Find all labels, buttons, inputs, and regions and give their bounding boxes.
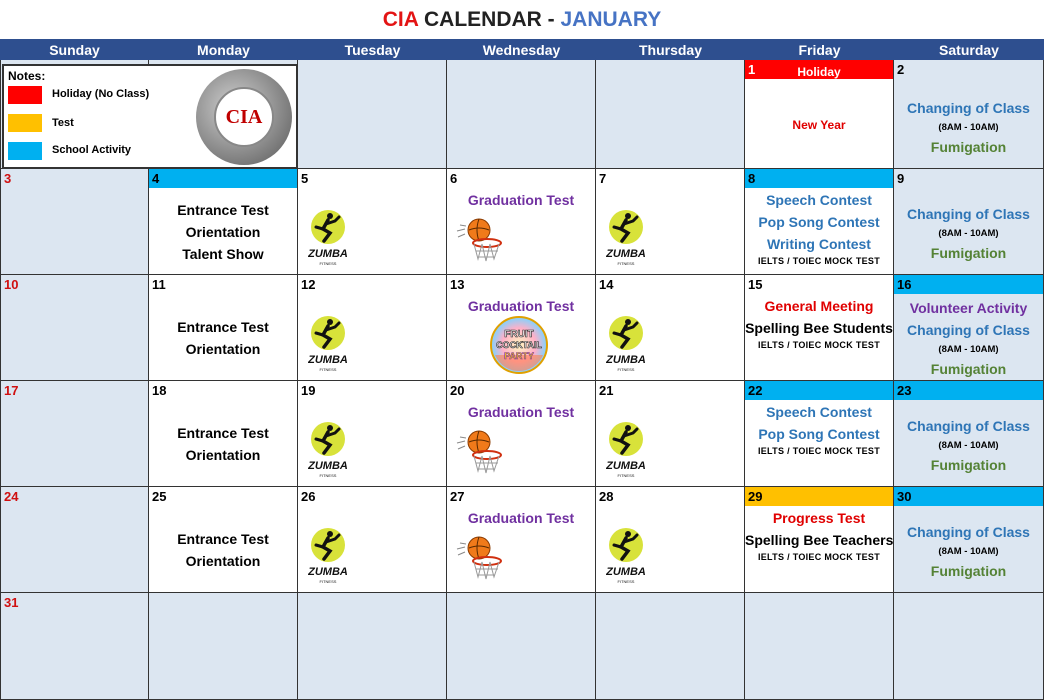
fruit-cocktail-party-icon (489, 315, 549, 380)
legend-activity: School Activity (52, 144, 132, 156)
day-number: 3 (4, 171, 12, 186)
svg-text:COCKTAIL: COCKTAIL (496, 340, 542, 350)
activity-band (894, 487, 1043, 506)
day-cell-31[interactable] (0, 593, 149, 700)
event-time: (8AM - 10AM) (938, 546, 999, 557)
header-saturday: Saturday (894, 39, 1044, 60)
day-cell-24[interactable] (0, 487, 149, 593)
event-time: (8AM - 10AM) (938, 228, 999, 239)
header-tuesday: Tuesday (298, 39, 447, 60)
event-fumigation: Fumigation (930, 139, 1007, 155)
legend-box (2, 64, 298, 169)
day-cell-17[interactable] (0, 381, 149, 487)
event-general-meeting: General Meeting (764, 298, 874, 314)
day-cell-22[interactable] (745, 381, 894, 487)
legend-title: Notes: (8, 69, 46, 83)
event-new-year: New Year (792, 118, 846, 132)
event-spelling-bee-teachers: Spelling Bee Teachers (745, 532, 894, 548)
holiday-label: Holiday (797, 65, 841, 79)
event-volunteer-activity: Volunteer Activity (909, 300, 1028, 316)
title-month: JANUARY (560, 8, 662, 31)
logo-text: CIA (214, 87, 274, 147)
svg-text:ZUMBA: ZUMBA (606, 354, 646, 366)
day-cell-27[interactable] (447, 487, 596, 593)
event-entrance-test: Entrance Test (177, 531, 269, 547)
day-number: 7 (599, 171, 607, 186)
activity-band (745, 381, 893, 400)
activity-band (894, 381, 1043, 400)
day-number: 5 (301, 171, 309, 186)
event-orientation: Orientation (185, 447, 261, 463)
day-number: 22 (748, 383, 763, 398)
event-mock-test: IELTS / TOIEC MOCK TEST (757, 256, 881, 266)
day-number: 31 (4, 595, 19, 610)
day-number: 25 (152, 489, 167, 504)
day-cell-25[interactable] (149, 487, 298, 593)
svg-text:FITNESS: FITNESS (617, 579, 635, 584)
empty-cell (149, 593, 298, 700)
day-number: 18 (152, 383, 167, 398)
event-time: (8AM - 10AM) (938, 122, 999, 133)
svg-text:ZUMBA: ZUMBA (308, 248, 348, 260)
day-cell-4[interactable] (149, 169, 298, 275)
event-changing-class: Changing of Class (907, 418, 1030, 434)
day-number: 30 (897, 489, 912, 504)
zumba-icon (308, 207, 348, 274)
event-mock-test: IELTS / TOIEC MOCK TEST (757, 446, 881, 456)
day-cell-1[interactable] (745, 60, 894, 169)
event-progress-test: Progress Test (772, 510, 866, 526)
event-entrance-test: Entrance Test (177, 425, 269, 441)
empty-cell (745, 593, 894, 700)
legend-swatch-test (8, 114, 42, 132)
day-cell-19[interactable] (298, 381, 447, 487)
day-number: 26 (301, 489, 316, 504)
day-number: 8 (748, 171, 756, 186)
event-graduation-test: Graduation Test (467, 510, 575, 526)
zumba-icon (606, 207, 646, 274)
svg-text:FITNESS: FITNESS (617, 261, 635, 266)
event-time: (8AM - 10AM) (938, 440, 999, 451)
title-cia: CIA (382, 8, 419, 31)
day-cell-30[interactable] (894, 487, 1044, 593)
svg-text:FITNESS: FITNESS (617, 473, 635, 478)
activity-band (894, 275, 1043, 294)
event-changing-class: Changing of Class (907, 100, 1030, 116)
day-number: 21 (599, 383, 614, 398)
zumba-icon (308, 419, 348, 486)
day-cell-12[interactable] (298, 275, 447, 381)
event-talent-show: Talent Show (182, 246, 264, 262)
event-pop-song: Pop Song Contest (758, 426, 880, 442)
basketball-icon (455, 429, 505, 482)
day-number: 2 (897, 62, 905, 77)
day-number: 29 (748, 489, 763, 504)
day-cell-18[interactable] (149, 381, 298, 487)
day-number: 13 (450, 277, 465, 292)
header-wednesday: Wednesday (447, 39, 596, 60)
event-pop-song: Pop Song Contest (758, 214, 880, 230)
day-cell-23[interactable] (894, 381, 1044, 487)
header-friday: Friday (745, 39, 894, 60)
test-band (745, 487, 893, 506)
event-orientation: Orientation (185, 341, 261, 357)
svg-text:ZUMBA: ZUMBA (308, 566, 348, 578)
event-speech-contest: Speech Contest (766, 404, 872, 420)
day-cell-11[interactable] (149, 275, 298, 381)
empty-cell (596, 60, 745, 169)
day-number: 23 (897, 383, 912, 398)
day-cell-14[interactable] (596, 275, 745, 381)
day-number: 24 (4, 489, 19, 504)
event-mock-test: IELTS / TOIEC MOCK TEST (757, 340, 881, 350)
empty-cell (298, 60, 447, 169)
empty-cell (596, 593, 745, 700)
day-number: 19 (301, 383, 316, 398)
event-spelling-bee-students: Spelling Bee Students (745, 320, 893, 336)
day-cell-8[interactable] (745, 169, 894, 275)
svg-text:ZUMBA: ZUMBA (606, 566, 646, 578)
day-cell-15[interactable] (745, 275, 894, 381)
day-number: 28 (599, 489, 614, 504)
svg-text:FITNESS: FITNESS (319, 473, 337, 478)
event-entrance-test: Entrance Test (177, 202, 269, 218)
event-changing-class: Changing of Class (907, 322, 1030, 338)
day-number: 15 (748, 277, 763, 292)
event-speech-contest: Speech Contest (766, 192, 872, 208)
svg-text:PARTY: PARTY (504, 351, 534, 361)
event-changing-class: Changing of Class (907, 206, 1030, 222)
header-sunday: Sunday (0, 39, 149, 60)
activity-band (149, 169, 297, 188)
event-fumigation: Fumigation (930, 563, 1007, 579)
svg-text:ZUMBA: ZUMBA (606, 248, 646, 260)
zumba-icon (308, 313, 348, 380)
event-changing-class: Changing of Class (907, 524, 1030, 540)
day-number: 9 (897, 171, 905, 186)
event-orientation: Orientation (185, 224, 261, 240)
day-number: 6 (450, 171, 458, 186)
calendar-grid (0, 39, 1044, 700)
day-cell-16[interactable] (894, 275, 1044, 381)
event-fumigation: Fumigation (930, 457, 1007, 473)
empty-cell (894, 593, 1044, 700)
day-cell-7[interactable] (596, 169, 745, 275)
day-number: 4 (152, 171, 160, 186)
day-number: 12 (301, 277, 316, 292)
day-number: 11 (152, 277, 166, 292)
event-fumigation: Fumigation (930, 361, 1007, 377)
event-entrance-test: Entrance Test (177, 319, 269, 335)
event-graduation-test: Graduation Test (467, 298, 575, 314)
day-cell-9[interactable] (894, 169, 1044, 275)
header-monday: Monday (149, 39, 298, 60)
day-number: 27 (450, 489, 465, 504)
cia-logo (196, 69, 292, 165)
day-number: 20 (450, 383, 465, 398)
empty-cell (298, 593, 447, 700)
calendar-title (0, 0, 1044, 38)
event-mock-test: IELTS / TOIEC MOCK TEST (757, 552, 881, 562)
day-cell-2[interactable] (894, 60, 1044, 169)
legend-test: Test (52, 117, 74, 129)
event-time: (8AM - 10AM) (938, 344, 999, 355)
day-cell-26[interactable] (298, 487, 447, 593)
basketball-icon (455, 217, 505, 270)
day-cell-28[interactable] (596, 487, 745, 593)
day-number: 10 (4, 277, 19, 292)
event-fumigation: Fumigation (930, 245, 1007, 261)
event-writing-contest: Writing Contest (767, 236, 871, 252)
svg-text:ZUMBA: ZUMBA (308, 354, 348, 366)
svg-text:FRUIT: FRUIT (504, 329, 534, 340)
zumba-icon (606, 313, 646, 380)
empty-cell (447, 593, 596, 700)
zumba-icon (606, 419, 646, 486)
zumba-icon (606, 525, 646, 592)
title-calendar: CALENDAR - (418, 8, 561, 31)
legend-swatch-activity (8, 142, 42, 160)
activity-band (745, 169, 893, 188)
day-cell-20[interactable] (447, 381, 596, 487)
svg-text:FITNESS: FITNESS (319, 579, 337, 584)
legend-swatch-holiday (8, 86, 42, 104)
header-thursday: Thursday (596, 39, 745, 60)
empty-cell (447, 60, 596, 169)
day-cell-29[interactable] (745, 487, 894, 593)
day-cell-3[interactable] (0, 169, 149, 275)
day-cell-10[interactable] (0, 275, 149, 381)
day-number: 17 (4, 383, 19, 398)
day-number: 1 (748, 62, 756, 77)
svg-text:ZUMBA: ZUMBA (606, 460, 646, 472)
day-cell-5[interactable] (298, 169, 447, 275)
svg-text:FITNESS: FITNESS (617, 367, 635, 372)
svg-text:ZUMBA: ZUMBA (308, 460, 348, 472)
day-cell-13[interactable] (447, 275, 596, 381)
day-number: 14 (599, 277, 614, 292)
event-graduation-test: Graduation Test (467, 192, 575, 208)
legend-holiday: Holiday (No Class) (52, 88, 150, 100)
basketball-icon (455, 535, 505, 588)
event-orientation: Orientation (185, 553, 261, 569)
day-number: 16 (897, 277, 912, 292)
day-cell-21[interactable] (596, 381, 745, 487)
day-cell-6[interactable] (447, 169, 596, 275)
zumba-icon (308, 525, 348, 592)
svg-text:FITNESS: FITNESS (319, 367, 337, 372)
svg-text:FITNESS: FITNESS (319, 261, 337, 266)
event-graduation-test: Graduation Test (467, 404, 575, 420)
